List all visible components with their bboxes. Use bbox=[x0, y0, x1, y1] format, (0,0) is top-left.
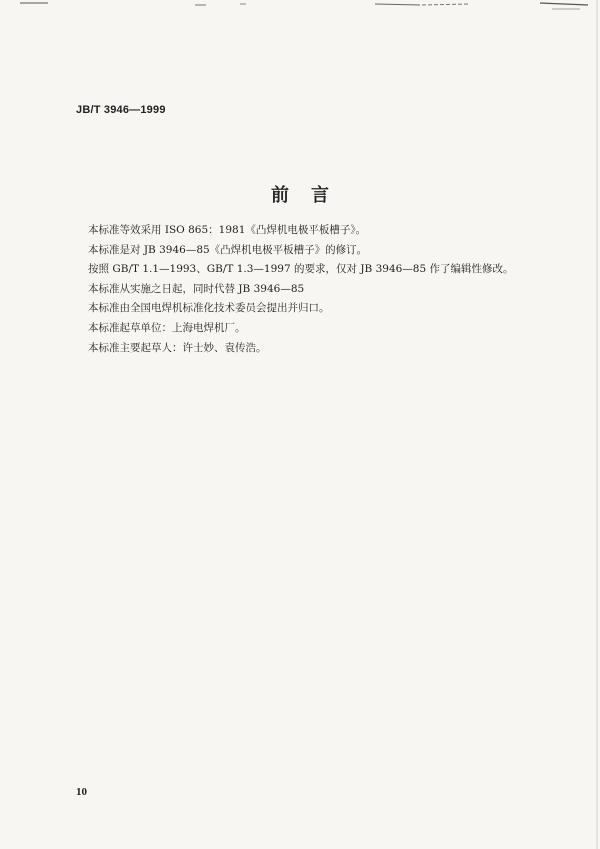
foreword-body bbox=[88, 221, 568, 358]
page-number: 10 bbox=[76, 786, 87, 798]
paragraph-5: 本标准由全国电焊机标准化技术委员会提出并归口。 bbox=[88, 302, 330, 315]
paragraph-3: 按照 GB/T 1.1—1993、GB/T 1.3—1997 的要求，仅对 JB 3946—85 作了编辑性修改。 bbox=[88, 263, 514, 276]
paragraph-4: 本标准从实施之日起，同时代替 JB 3946—85 bbox=[88, 282, 305, 295]
page-title bbox=[0, 181, 600, 207]
paragraph-7: 本标准主要起草人：许士妙、袁传浩。 bbox=[88, 341, 267, 354]
paragraph-6: 本标准起草单位：上海电焊机厂。 bbox=[88, 321, 246, 334]
title-char-1: 前 bbox=[271, 185, 289, 206]
scan-edge-line bbox=[594, 0, 600, 849]
title-char-2: 言 bbox=[311, 185, 329, 206]
scan-artifact-marks bbox=[0, 0, 600, 20]
standard-code: JB/T 3946—1999 bbox=[76, 104, 166, 116]
paragraph-1: 本标准等效采用 ISO 865：1981《凸焊机电极平板槽子》。 bbox=[88, 224, 367, 236]
paragraph-2: 本标准是对 JB 3946—85《凸焊机电极平板槽子》的修订。 bbox=[88, 243, 368, 256]
